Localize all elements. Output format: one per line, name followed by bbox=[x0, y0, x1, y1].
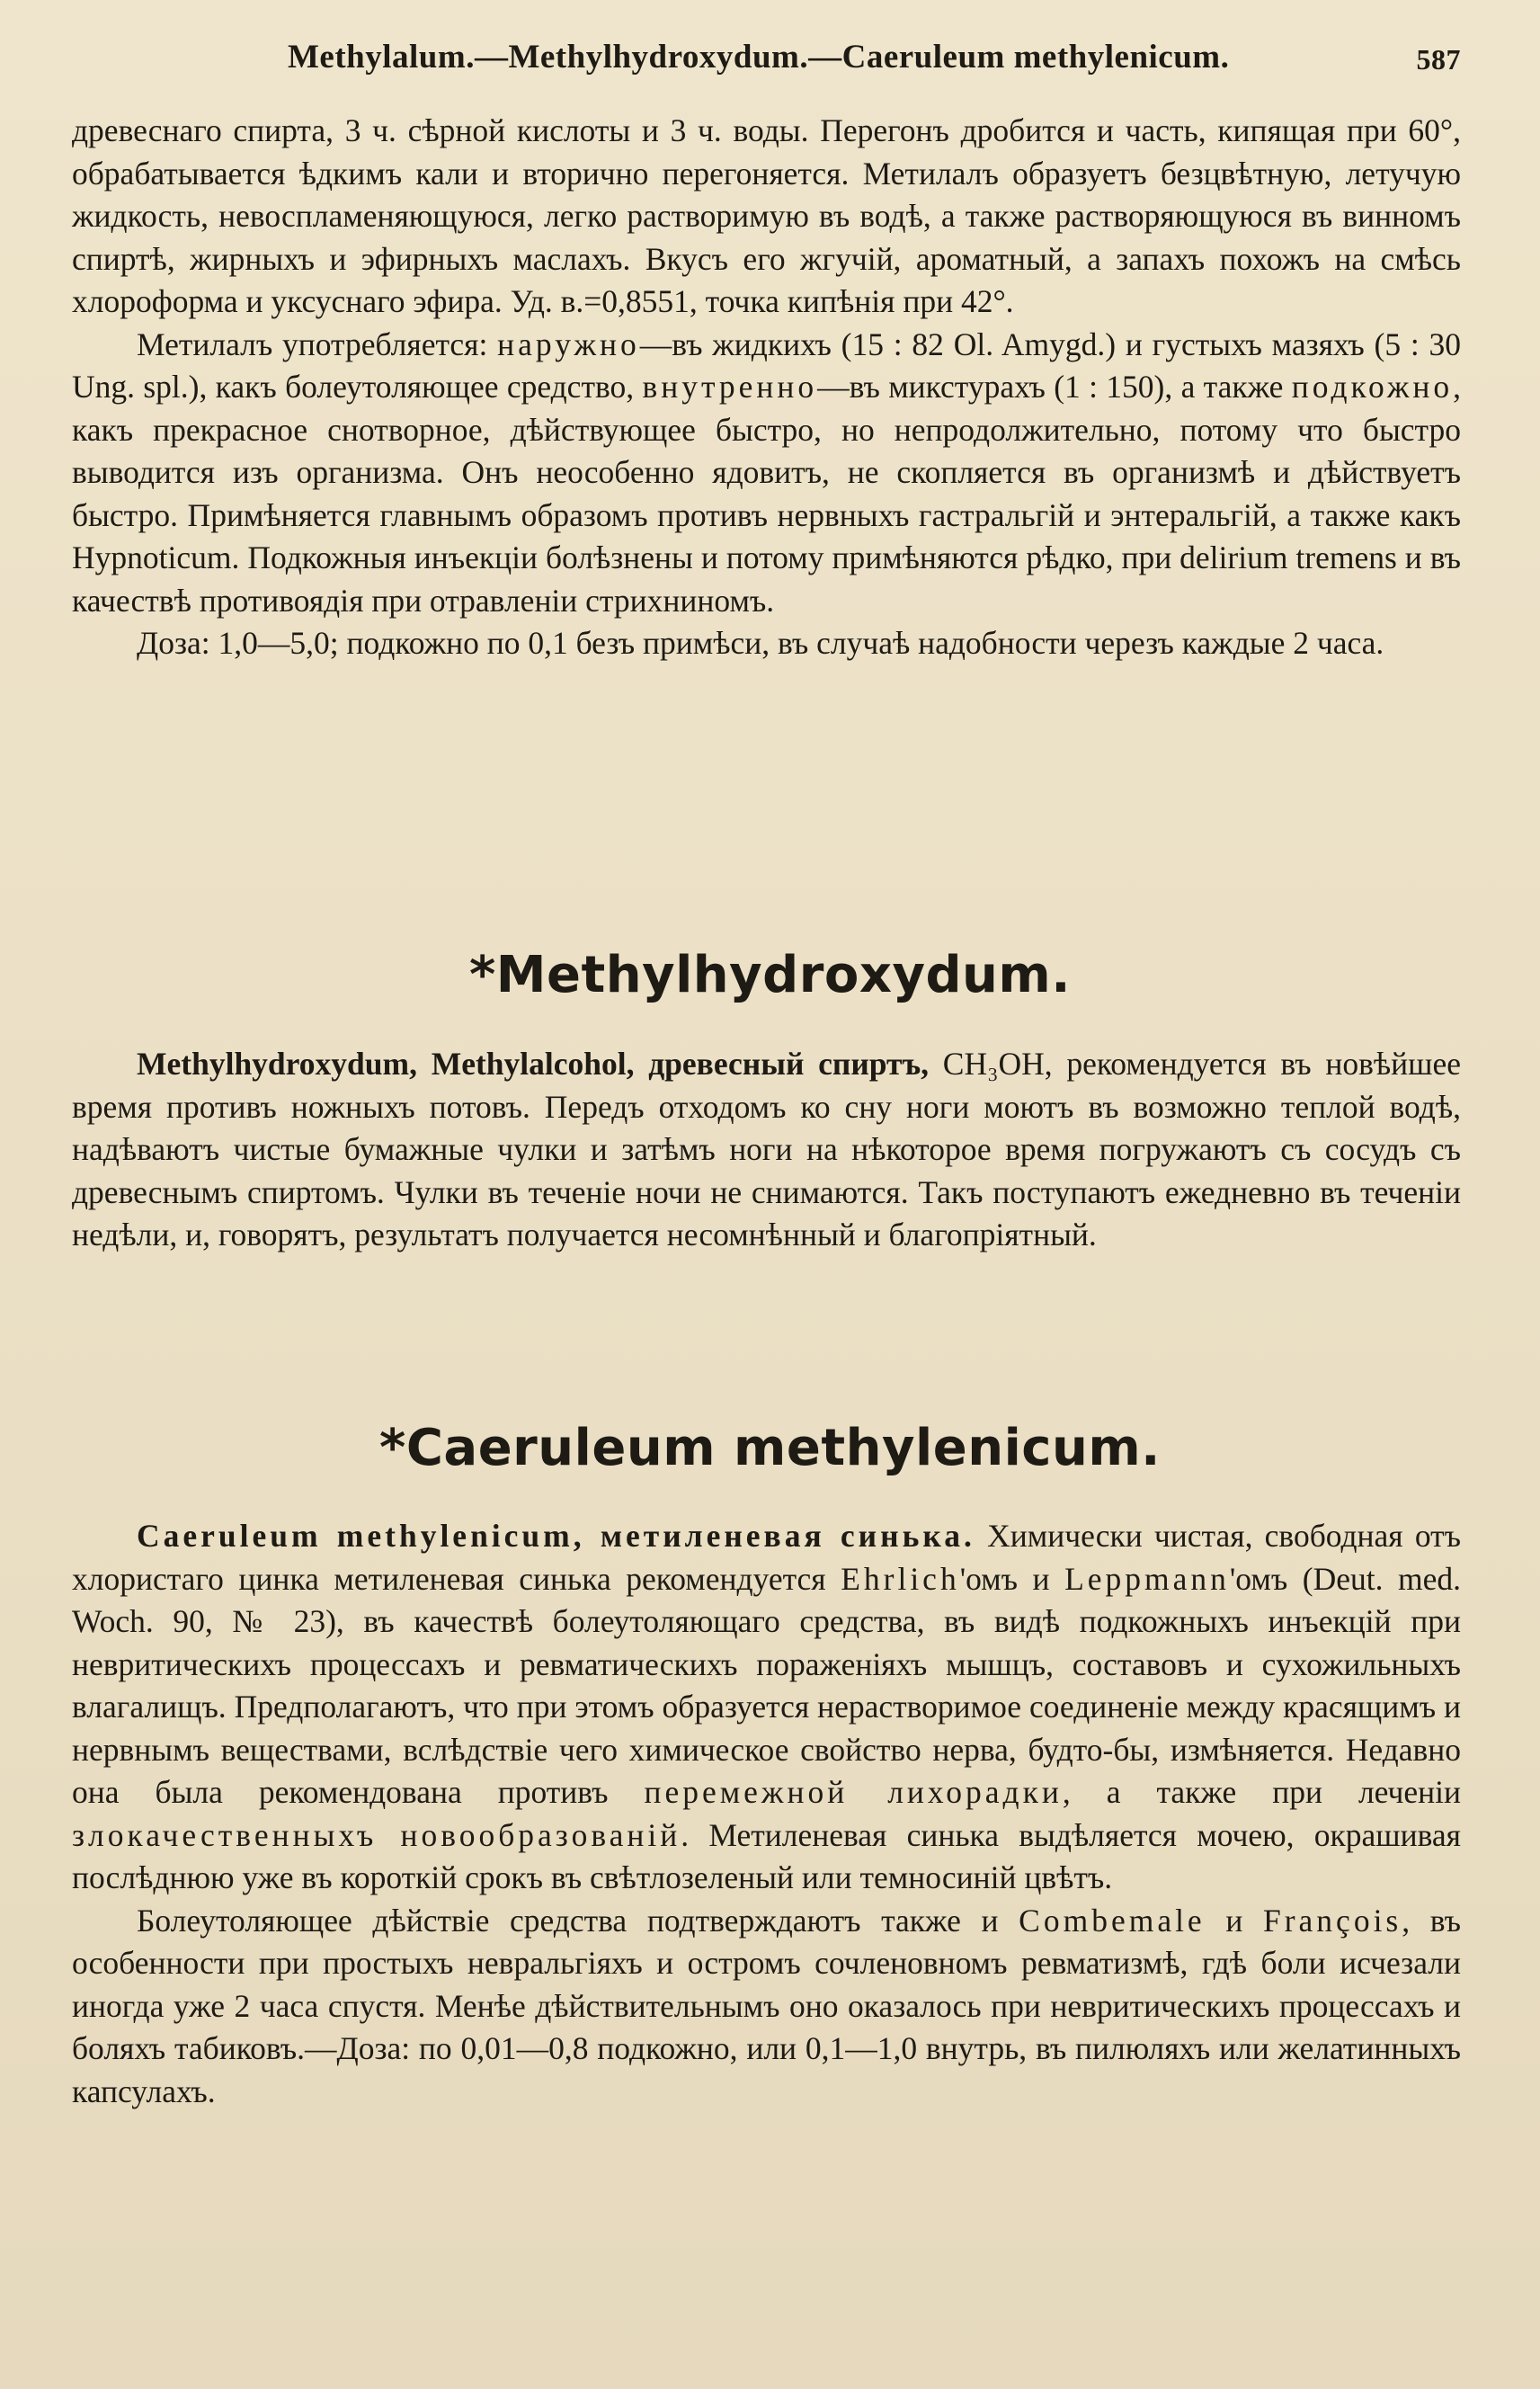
methylhydroxydum-paragraph bbox=[72, 1043, 1461, 1257]
author-leppmann: Leppmann bbox=[1064, 1560, 1230, 1597]
author-ehrlich: Ehrlich bbox=[841, 1560, 960, 1597]
caeruleum-section bbox=[72, 1515, 1461, 2113]
methylhydroxydum-text: CH₃OH, рекомендуется въ новѣйшее время противъ ножныхъ потовъ. Передъ отходомъ ко сну ноги моютъ въ возможно теплой водѣ, надѣваютъ чистые бумажные чулки и затѣмъ ноги на нѣкоторое время погружаютъ съ сосудъ съ древеснымъ спиртомъ. Чулки въ теченіе ночи не снимаются. Такъ поступаютъ ежедневно въ теченіи недѣли, и, говорятъ, результатъ получается несомнѣнный и благопріятный. bbox=[72, 1046, 1461, 1252]
caeruleum-text-g: и bbox=[1205, 1902, 1263, 1939]
usage-external-text: —въ жидкихъ (15 : 82 Ol. Amygd.) и густыхъ мазяхъ (5 : 30 Ung. spl.), какъ болеутоляющее средство, bbox=[72, 325, 1461, 405]
running-header bbox=[72, 38, 1474, 92]
methylal-description-paragraph: древеснаго спирта, 3 ч. сѣрной кислоты и 3 ч. воды. Перегонъ дробится и часть, кипящая при 60°, обрабатывается ѣдкимъ кали и вторично перегоняется. Метилалъ образуетъ безцвѣтную, летучую жидкость, невоспламеняющуюся, легко растворимую въ водѣ, а также растворяющуюся въ винномъ спиртѣ, жирныхъ и эфирныхъ маслахъ. Вкусъ его жгучій, ароматный, а запахъ похожъ на смѣсь хлороформа и уксуснаго эфира. Уд. в.=0,8551, точка кипѣнія при 42°. bbox=[72, 112, 1461, 319]
page-number: 587 bbox=[1416, 43, 1461, 76]
caeruleum-text-c: 'омъ (Deut. med. Woch. 90, № 23), въ качествѣ болеутоляющаго средства, въ видѣ подкожныхъ инъекцій при невритическихъ процессахъ и ревматическихъ пораженіяхъ мышцъ, составовъ и сухожильныхъ влагалищъ. Предполагаютъ, что при этомъ образуется нерастворимое соединеніе между красящимъ и нервнымъ веществами, вслѣдствіе чего химическое свойство нерва, будто-бы, измѣняется. Недавно она была рекомендована противъ bbox=[72, 1560, 1461, 1810]
caeruleum-text-a: Химически чистая, свободная отъ хлористаго цинка метиленевая синька рекомендуется bbox=[72, 1518, 1461, 1597]
caeruleum-text-f: Болеутоляющее дѣйствіе средства подтверждаютъ также и bbox=[137, 1902, 1019, 1939]
caeruleum-text-h: , въ особенности при простыхъ невральгіяхъ и остромъ сочленовномъ ревматизмѣ, гдѣ боли исчезали иногда уже 2 часа спустя. Менѣе дѣйствительнымъ оно оказалось при невритическихъ процессахъ и боляхъ табиковъ.—Доза: по 0,01—0,8 подкожно, или 0,1—1,0 внутрь, въ пилюляхъ или желатинныхъ капсулахъ. bbox=[72, 1902, 1461, 2109]
usage-intro: Метилалъ употребляется: bbox=[137, 325, 498, 362]
author-francois: François bbox=[1262, 1902, 1402, 1939]
usage-subcutaneous-text: , какъ прекрасное снотворное, дѣйствующее быстро, но непродолжительно, потому что быстро выводится изъ организма. Онъ неособенно ядовитъ, не скопляется въ организмѣ и дѣйствуетъ быстро. Примѣняется главнымъ образомъ противъ нервныхъ гастральгій и энтеральгій, а также какъ Hypnoticum. Подкожныя инъекціи болѣзнены и потому примѣняются рѣдко, при delirium tremens и въ качествѣ противоядія при отравленіи стрихниномъ. bbox=[72, 369, 1462, 619]
usage-subcutaneous-term: подкожно bbox=[1291, 369, 1454, 405]
section-title-methylhydroxydum: *Methylhydroxydum. bbox=[468, 946, 1072, 1004]
methylal-dose-paragraph: Доза: 1,0—5,0; подкожно по 0,1 безъ примѣси, въ случаѣ надобности черезъ каждые 2 часа. bbox=[137, 625, 1384, 661]
caeruleum-paragraph-1 bbox=[72, 1515, 1461, 1900]
usage-external-term: наружно bbox=[497, 325, 640, 362]
usage-internal-term: внутренно bbox=[642, 369, 818, 405]
caeruleum-text-d: , а также при леченіи bbox=[1062, 1774, 1462, 1810]
header-title: Methylalum.—Methylhydroxydum.—Caeruleum methylenicum. bbox=[288, 39, 1230, 76]
methylal-usage-paragraph bbox=[72, 324, 1461, 623]
author-combemale: Combemale bbox=[1019, 1902, 1206, 1939]
caeruleum-text-b: 'омъ и bbox=[959, 1560, 1065, 1597]
caeruleum-lead-term: Caeruleum methylenicum, метиленевая синька. bbox=[137, 1518, 975, 1554]
methylhydroxydum-section bbox=[72, 1043, 1461, 1257]
term-intermittent-fever: перемежной лихорадки bbox=[644, 1774, 1063, 1810]
section-title-caeruleum: *Caeruleum methylenicum. bbox=[379, 1419, 1161, 1477]
methylal-continuation bbox=[72, 110, 1461, 665]
term-malignant-tumors: злокачественныхъ новообразованій bbox=[72, 1816, 681, 1853]
caeruleum-text-e: . Метиленевая синька выдѣляется мочею, окрашивая послѣднюю уже въ короткій срокъ въ свѣтлозеленый или темносиній цвѣтъ. bbox=[72, 1816, 1461, 1895]
caeruleum-paragraph-2 bbox=[72, 1900, 1461, 2114]
methylhydroxydum-lead-term: Methylhydroxydum, Methylalcohol, древесный спиртъ, bbox=[137, 1046, 930, 1082]
usage-internal-text: —въ микстурахъ (1 : 150), а также bbox=[817, 369, 1292, 405]
